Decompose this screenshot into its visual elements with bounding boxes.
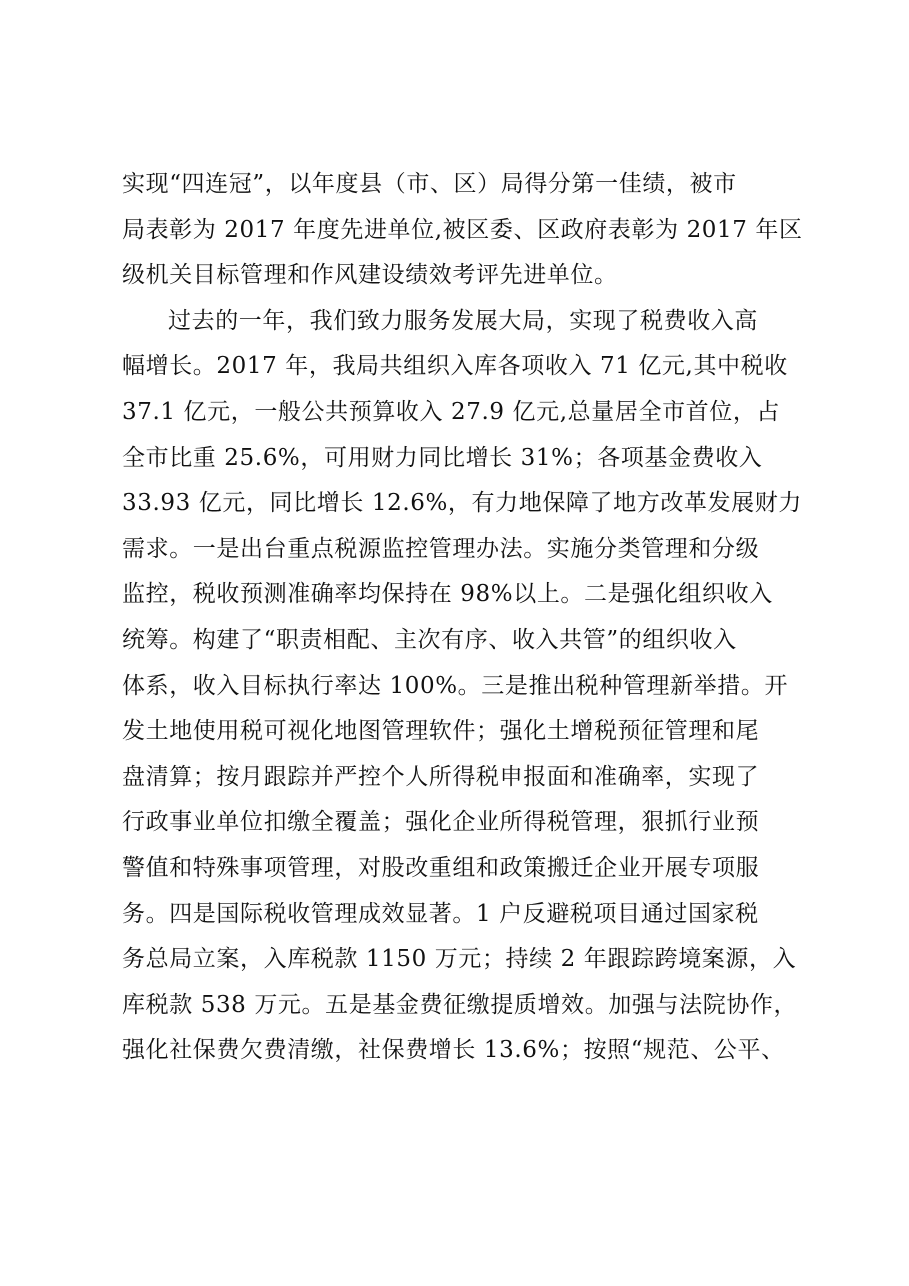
text-line: 强化社保费欠费清缴，社保费增长 13.6%；按照“规范、公平、 bbox=[122, 1037, 785, 1064]
text-line: 体系，收入目标执行率达 100%。三是推出税种管理新举措。开 bbox=[122, 672, 789, 699]
text-line: 幅增长。2017 年，我局共组织入库各项收入 71 亿元,其中税收 bbox=[122, 353, 788, 380]
text-line: 需求。一是出台重点税源监控管理办法。实施分类管理和分级 bbox=[122, 535, 760, 562]
text-line: 务。四是国际税收管理成效显著。1 户反避税项目通过国家税 bbox=[122, 900, 759, 927]
text-line: 行政事业单位扣缴全覆盖；强化企业所得税管理，狠抓行业预 bbox=[122, 809, 760, 836]
text-line: 33.93 亿元，同比增长 12.6%，有力地保障了地方改革发展财力 bbox=[122, 490, 802, 517]
text-line: 发土地使用税可视化地图管理软件；强化土增税预征管理和尾 bbox=[122, 718, 760, 745]
text-line: 警值和特殊事项管理，对股改重组和政策搬迁企业开展专项服 bbox=[122, 854, 760, 881]
text-line: 统筹。构建了“职责相配、主次有序、收入共管”的组织收入 bbox=[122, 626, 737, 653]
text-line: 全市比重 25.6%，可用财力同比增长 31%；各项基金费收入 bbox=[122, 444, 763, 471]
text-line: 监控，税收预测准确率均保持在 98%以上。二是强化组织收入 bbox=[122, 581, 773, 608]
text-line: 实现“四连冠”，以年度县（市、区）局得分第一佳绩，被市 bbox=[122, 171, 737, 197]
text-line: 局表彰为 2017 年度先进单位,被区委、区政府表彰为 2017 年区 bbox=[122, 216, 803, 243]
body-text bbox=[122, 162, 802, 1074]
text-line: 库税款 538 万元。五是基金费征缴提质增效。加强与法院协作， bbox=[122, 991, 798, 1018]
text-line: 盘清算；按月跟踪并严控个人所得税申报面和准确率，实现了 bbox=[122, 763, 760, 790]
text-line: 37.1 亿元，一般公共预算收入 27.9 亿元,总量居全市首位，占 bbox=[122, 398, 781, 425]
text-line: 务总局立案，入库税款 1150 万元；持续 2 年跟踪跨境案源，入 bbox=[122, 946, 797, 973]
paragraph-first-line: 过去的一年，我们致力服务发展大局，实现了税费收入高 bbox=[168, 307, 758, 334]
text-line: 级机关目标管理和作风建设绩效考评先进单位。 bbox=[122, 262, 618, 289]
